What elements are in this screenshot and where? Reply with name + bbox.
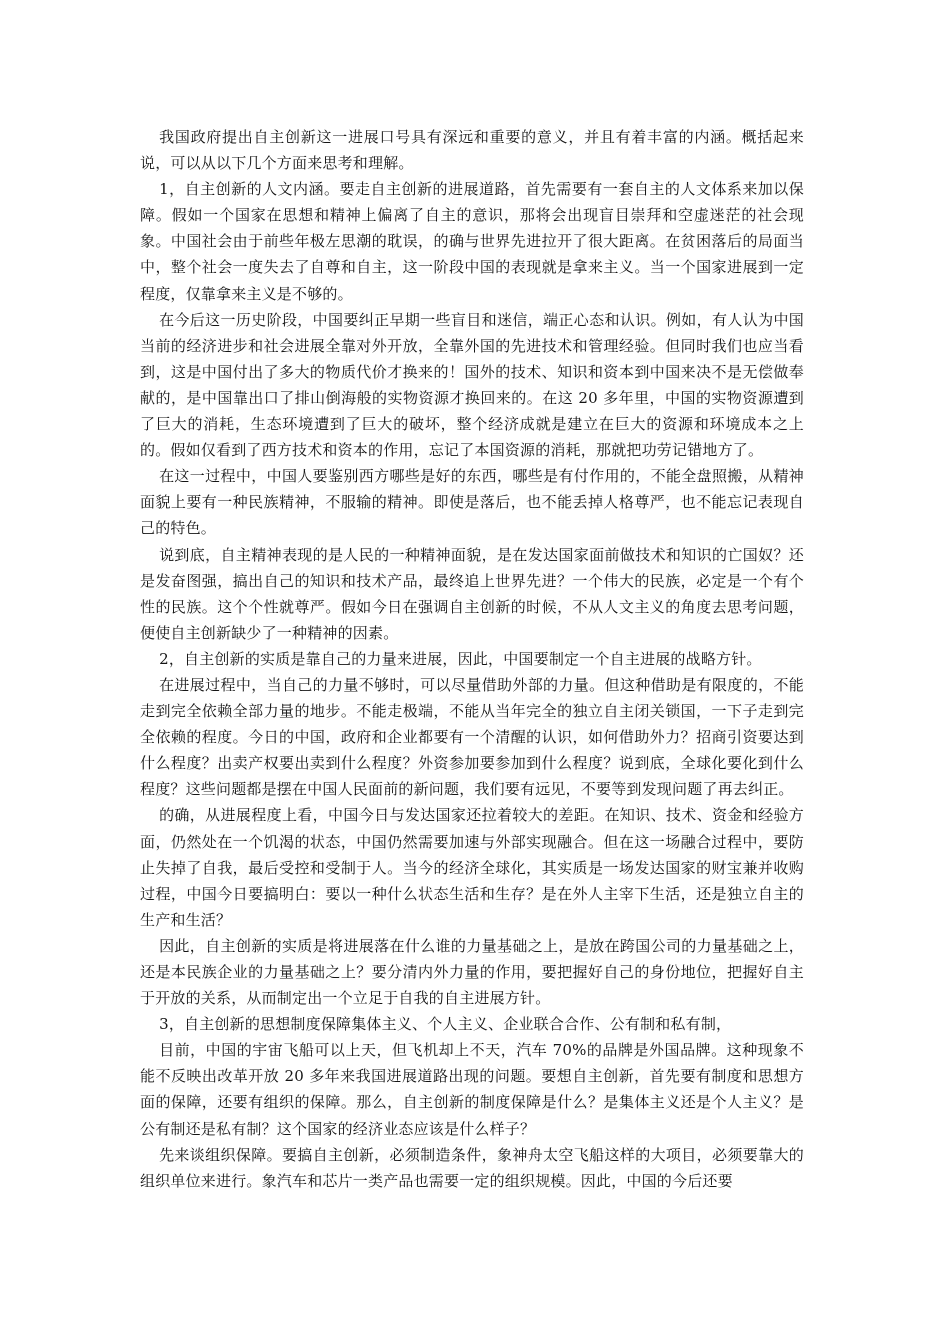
paragraph: 因此，自主创新的实质是将进展落在什么谁的力量基础之上，是放在跨国公司的力量基础之上，还是本民族企业的力量基础之上？要分清内外力量的作用，要把握好自己的身份地位，把握好自主于开放的关系，从而制定出一个立足于自我的自主进展方针。 — [140, 936, 804, 1008]
paragraph: 的确，从进展程度上看，中国今日与发达国家还拉着较大的差距。在知识、技术、资金和经验方面，仍然处在一个饥渴的状态，中国仍然需要加速与外部实现融合。但在这一场融合过程中，要防止失掉了自我，最后受控和受制于人。当今的经济全球化，其实质是一场发达国家的财宝兼并收购过程，中国今日要搞明白：要以一种什么状态生活和生存？是在外人主宰下生活，还是独立自主的生产和生活？ — [140, 806, 804, 929]
paragraph: 目前，中国的宇宙飞船可以上天，但飞机却上不天，汽车 70%的品牌是外国品牌。这种现象不能不反映出改革开放 20 多年来我国进展道路出现的问题。要想自主创新，首先要有制度和思想方面的保障，还要有组织的保障。那么，自主创新的制度保障是什么？是集体主义还是个人主义？是公有制还是私有制？这个国家的经济业态应该是什么样子？ — [140, 1041, 804, 1138]
paragraph: 3，自主创新的思想制度保障集体主义、个人主义、企业联合合作、公有制和私有制， — [159, 1015, 732, 1034]
paragraph: 说到底，自主精神表现的是人民的一种精神面貌，是在发达国家面前做技术和知识的亡国奴？还是发奋图强，搞出自己的知识和技术产品，最终追上世界先进？一个伟大的民族，必定是一个有个性的民族。这个个性就尊严。假如今日在强调自主创新的时候，不从人文主义的角度去思考问题，便使自主创新缺少了一种精神的因素。 — [140, 545, 804, 642]
paragraph: 在进展过程中，当自己的力量不够时，可以尽量借助外部的力量。但这种借助是有限度的，不能走到完全依赖全部力量的地步。不能走极端，不能从当年完全的独立自主闭关锁国，一下子走到完全依赖的程度。今日的中国，政府和企业都要有一个清醒的认识，如何借助外力？招商引资要达到什么程度？出卖产权要出卖到什么程度？外资参加要参加到什么程度？说到底，全球化要化到什么程度？这些问题都是摆在中国人民面前的新问题，我们要有远见，不要等到发现问题了再去纠正。 — [140, 675, 804, 799]
paragraph: 2，自主创新的实质是靠自己的力量来进展，因此，中国要制定一个自主进展的战略方针。 — [159, 649, 762, 668]
paragraph: 1，自主创新的人文内涵。要走自主创新的进展道路，首先需要有一套自主的人文体系来加以保障。假如一个国家在思想和精神上偏离了自主的意识，那将会出现盲目崇拜和空虚迷茫的社会现象。中国社会由于前些年极左思潮的耽误，的确与世界先进拉开了很大距离。在贫困落后的局面当中，整个社会一度失去了自尊和自主，这一阶段中国的表现就是拿来主义。当一个国家进展到一定程度，仅靠拿来主义是不够的。 — [140, 180, 804, 303]
paragraph: 我国政府提出自主创新这一进展口号具有深远和重要的意义，并且有着丰富的内涵。概括起来说，可以从以下几个方面来思考和理解。 — [140, 128, 804, 173]
document-page — [140, 124, 804, 1194]
paragraph: 在这一过程中，中国人要鉴别西方哪些是好的东西，哪些是有付作用的，不能全盘照搬，从精神面貌上要有一种民族精神，不服输的精神。即使是落后，也不能丢掉人格尊严，也不能忘记表现自己的特色。 — [140, 467, 804, 538]
paragraph: 先来谈组织保障。要搞自主创新，必须制造条件，象神舟太空飞船这样的大项目，必须要靠大的组织单位来进行。象汽车和芯片一类产品也需要一定的组织规模。因此，中国的今后还要 — [140, 1145, 804, 1190]
paragraph: 在今后这一历史阶段，中国要纠正早期一些盲目和迷信，端正心态和认识。例如，有人认为中国当前的经济进步和社会进展全靠对外开放，全靠外国的先进技术和管理经验。但同时我们也应当看到，这是中国付出了多大的物质代价才换来的！国外的技术、知识和资本到中国来决不是无偿做奉献的，是中国靠出口了排山倒海般的实物资源才换回来的。在这 20 多年里，中国的实物资源遭到了巨大的消耗，生态环境遭到了巨大的破坏，整个经济成就是建立在巨大的资源和环境成本之上的。假如仅看到了西方技术和资本的作用，忘记了本国资源的消耗，那就把功劳记错地方了。 — [140, 310, 804, 460]
